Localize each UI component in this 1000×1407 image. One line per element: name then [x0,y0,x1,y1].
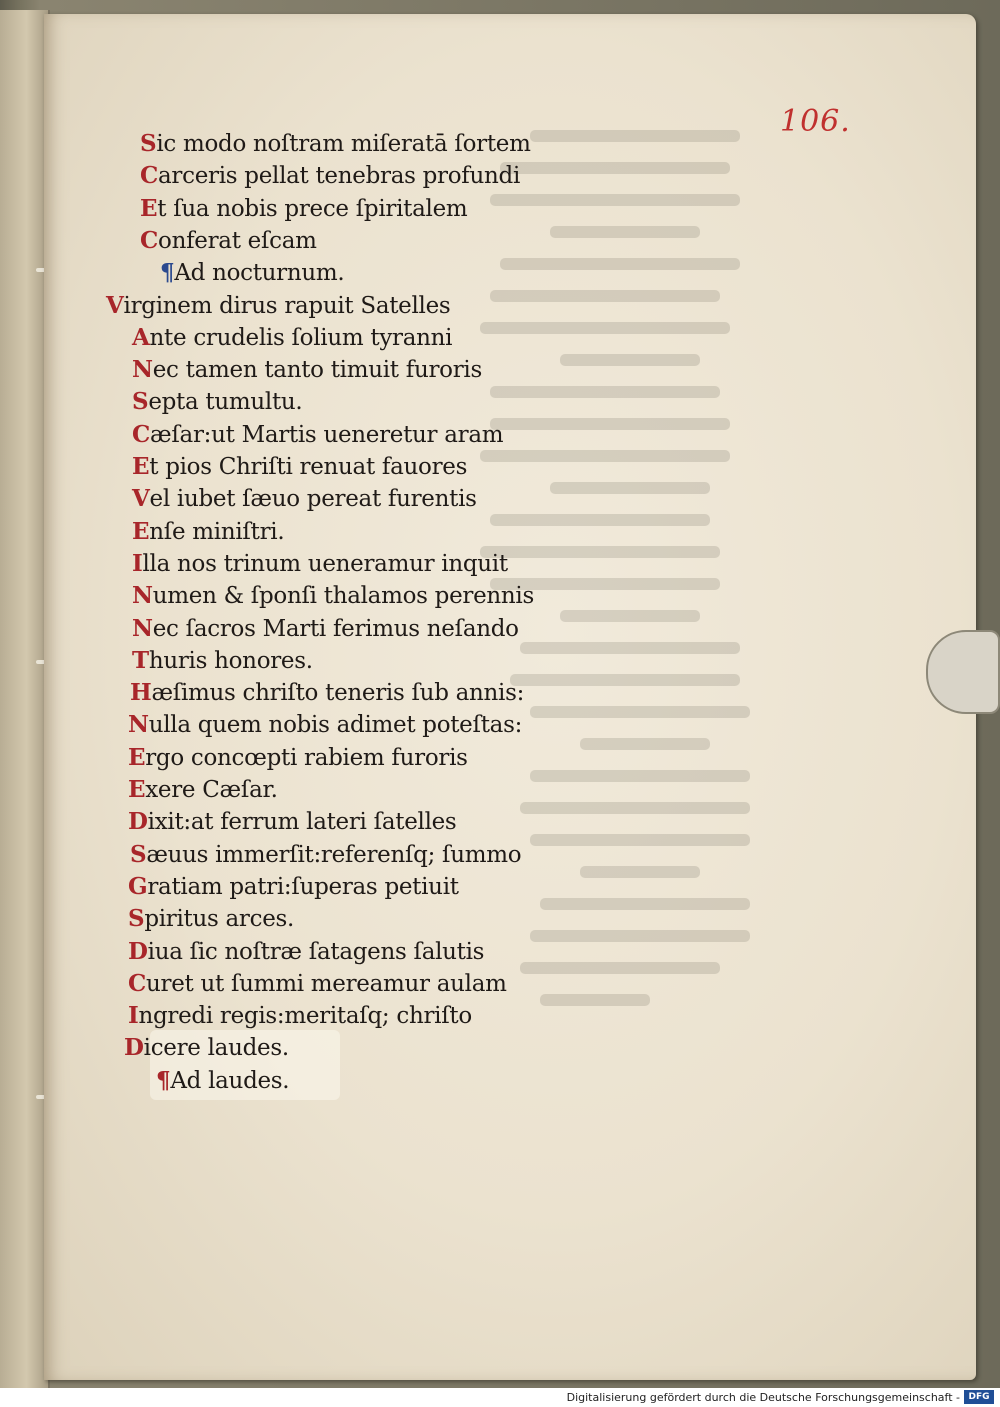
text-line [124,1034,289,1061]
rubricated-initial: I [128,1002,139,1030]
text-line [128,905,294,932]
rubricated-initial: N [132,356,153,384]
text-line [128,938,484,965]
rubricated-initial: S [140,130,157,157]
text-line [132,388,302,415]
page-clip-tab [926,630,1000,714]
line-text: uret ut ſummi mereamur aulam [146,970,507,997]
text-line [128,808,456,835]
text-line [130,679,524,706]
rubricated-initial: T [132,646,149,674]
rubricated-initial: C [140,226,159,254]
text-line [106,292,450,319]
line-text: æſar:ut Martis ueneretur aram [150,421,504,448]
rubricated-initial: E [132,453,150,480]
text-line [128,776,278,803]
line-text: piritus arces. [144,906,295,933]
line-text: onferat eſcam [158,227,317,254]
text-line [132,453,467,480]
text-line [132,582,534,609]
text-line [128,873,459,900]
text-line [132,647,313,674]
funding-credit: Digitalisierung gefördert durch die Deutsche Forschungsgemeinschaft - [566,1391,960,1404]
rubricated-initial: E [128,743,146,771]
line-text: huris honores. [148,647,313,674]
text-line [140,195,467,222]
footer-bar [0,1388,1000,1407]
text-line [140,130,531,157]
text-line [132,356,482,383]
rubricated-initial: C [132,420,151,448]
rubricated-initial: A [132,323,150,351]
line-text: Ad laudes. [170,1067,290,1094]
text-line [140,227,317,254]
rubricated-initial: N [132,614,153,642]
line-text: irginem dirus rapuit Satelles [123,292,451,319]
text-line [128,1002,472,1029]
line-text: lla nos trinum ueneramur inquit [142,550,508,577]
rubricated-initial: S [130,840,147,868]
text-line [160,259,344,286]
text-line [132,550,508,577]
line-text: t pios Chriſti renuat fauores [149,454,468,480]
line-text: rgo concœpti rabiem furoris [145,744,468,771]
text-line [132,324,452,351]
line-text: ngredi regis:meritaſq; chriſto [138,1003,472,1030]
text-line [128,711,522,738]
line-text: ixit:at ferrum lateri ſatelles [147,809,457,836]
line-text: ulla quem nobis adimet poteſtas: [148,712,523,739]
line-text: æſimus chriſto teneris ſub annis: [151,680,525,707]
rubricated-initial: G [128,872,148,900]
rubricated-initial: S [128,905,145,933]
rubricated-initial: S [132,388,149,416]
line-text: ratiam patri:ſuperas petiuit [147,873,459,900]
line-text: umen & ſponſi thalamos perennis [152,583,534,610]
rubricated-initial: C [140,162,159,190]
text-line [156,1067,289,1094]
rubricated-initial: N [128,711,149,739]
rubricated-initial: V [106,291,124,319]
rubricated-initial: D [128,937,148,965]
line-text: iua ſic noſtræ ſatagens ſalutis [147,938,485,965]
line-text: arceris pellat tenebras profundi [158,163,520,190]
rubricated-initial: ¶ [160,259,175,287]
text-line [132,421,503,448]
rubricated-initial: H [130,679,152,707]
line-text: ec ſacros Marti ferimus neſando [152,615,519,642]
left-page-edge [0,10,50,1388]
text-line [140,162,520,189]
text-line [132,518,284,545]
line-text: nſe miniſtri. [149,518,285,545]
rubricated-initial: E [132,517,150,545]
rubricated-initial: I [132,549,143,577]
text-line [132,615,519,642]
text-line [128,970,507,997]
rubricated-initial: ¶ [156,1066,171,1094]
rubricated-initial: E [140,194,158,222]
line-text: icere laudes. [143,1035,289,1062]
rubricated-initial: D [124,1034,144,1062]
line-text: ec tamen tanto timuit furoris [152,357,482,384]
text-line [130,841,521,868]
line-text: t ſua nobis prece ſpiritalem [157,195,468,222]
dfg-logo: DFG [964,1390,994,1404]
line-text: xere Cæſar. [145,777,278,803]
text-line [132,485,477,512]
line-text: Ad nocturnum. [174,260,345,287]
rubricated-initial: E [128,776,146,803]
rubricated-initial: V [132,485,150,513]
text-line [128,744,468,771]
rubricated-initial: C [128,969,147,997]
line-text: el iubet ſæuo pereat furentis [149,486,477,513]
rubricated-initial: D [128,808,148,836]
line-text: nte crudelis ſolium tyranni [149,324,453,351]
folio-number: 106. [780,104,851,139]
line-text: epta tumultu. [148,389,303,416]
line-text: æuus immerſit:referenſq; ſummo [146,841,522,868]
rubricated-initial: N [132,582,153,610]
line-text: ic modo noſtram miſeratā ſortem [156,131,531,157]
